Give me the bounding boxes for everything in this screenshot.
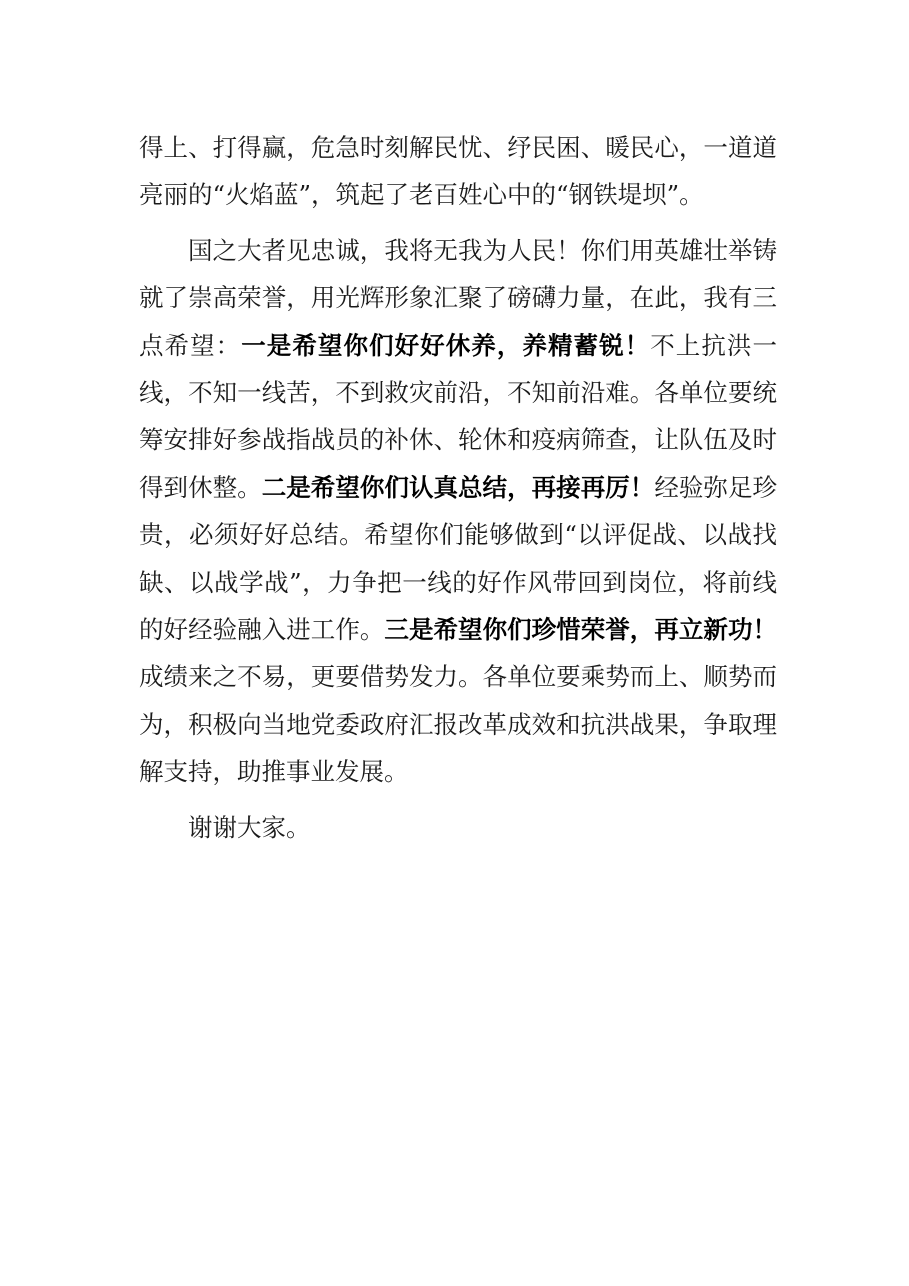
bold-hope-two: 二是希望你们认真总结，再接再厉！ (261, 472, 655, 502)
document-body (139, 124, 777, 859)
paragraph-hopes (139, 227, 777, 796)
text-segment: 国之大者见忠诚，我将无我为人民！你们用英雄壮举铸就了崇高荣誉，用光辉形象汇聚了磅礴力量，在此，我有三点希望： (139, 235, 777, 360)
bold-hope-three: 三是希望你们珍惜荣誉，再立新功！ (384, 615, 778, 645)
paragraph-continuation (139, 124, 777, 219)
text-segment: 不上抗洪一线，不知一线苦，不到救灾前沿，不知前沿难。各单位要统筹安排好参战指战员的补休、轮休和疫病筛查，让队伍及时得到休整。 (139, 330, 777, 502)
bold-hope-one: 一是希望你们好好休养，养精蓄锐！ (241, 330, 651, 360)
paragraph-closing (139, 804, 777, 851)
closing-text: 谢谢大家。 (188, 812, 311, 842)
text-segment: 得上、打得赢，危急时刻解民忧、纾民困、暖民心，一道道亮丽的“火焰蓝”，筑起了老百姓心中的“钢铁堤坝”。 (139, 133, 777, 210)
text-segment: 经验弥足珍贵，必须好好总结。希望你们能够做到“以评促战、以战找缺、以战学战”，力争把一线的好作风带回到岗位，将前线的好经验融入进工作。 (139, 472, 778, 645)
text-segment: 成绩来之不易，更要借势发力。各单位要乘势而上、顺势而为，积极向当地党委政府汇报改革成效和抗洪战果，争取理解支持，助推事业发展。 (139, 662, 777, 787)
